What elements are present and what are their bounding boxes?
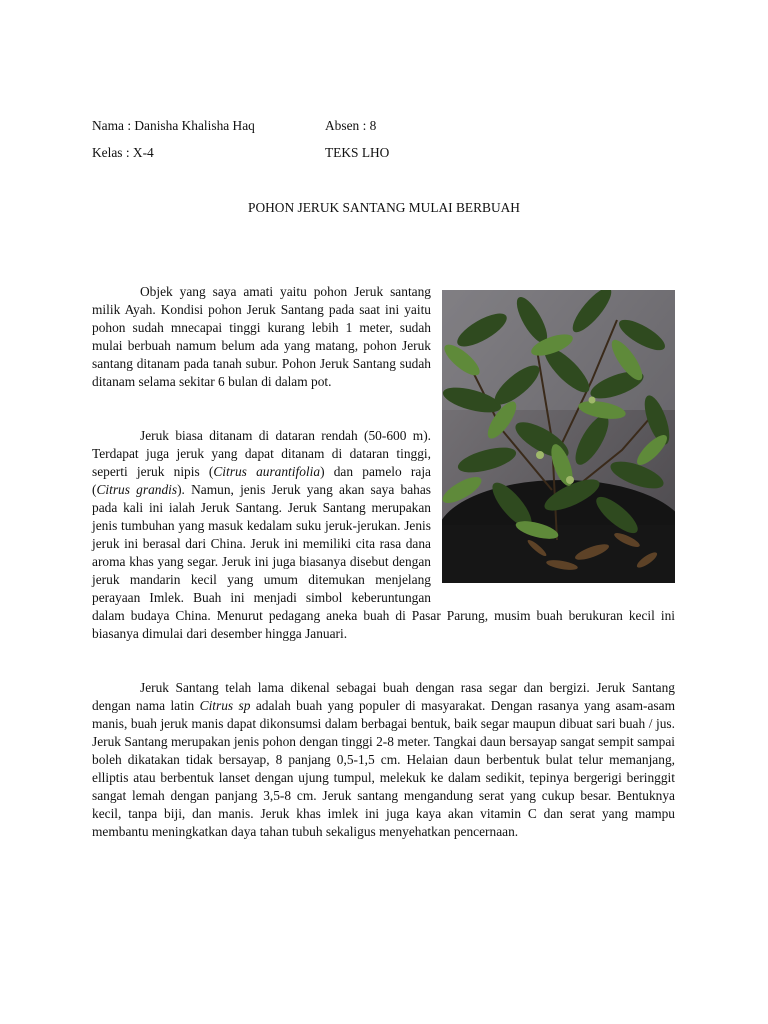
student-name: Nama : Danisha Khalisha Haq [92, 118, 255, 133]
latin-name-citrus-grandis: Citrus grandis [96, 482, 178, 497]
paragraph-2: Jeruk biasa ditanam di dataran rendah (50-600 m). Terdapat juga jeruk yang dapat ditanam di dataran tinggi, seperti jeruk nipis (Citrus aurantifolia) dan pamelo raja (Citrus grandis). Namun, jenis Jeruk yang akan saya bahas pada kali ini ialah Jeruk Santang. Jeruk Santang merupakan jenis tumbuhan yang masuk kedalam suku jeruk-jerukan. Jenis jeruk ini berasal dari China. Jeruk ini memiliki cita rasa dana aroma khas yang segar. Jeruk ini juga biasanya disebut dengan jeruk mandarin kecil yang umum ditemukan menjelang perayaan Imlek. Buah ini menjadi simbol keberuntungan dalam budaya China. Menurut pedagang aneka buah di Pasar Parung, musim buah berukuran kecil ini biasanya dimulai dari desember hingga Januari. [92, 428, 675, 641]
citrus-plant-photo [442, 290, 675, 583]
latin-name-citrus-aurantifolia: Citrus aurantifolia [213, 464, 321, 479]
student-absen: Absen : 8 [325, 118, 377, 133]
student-class: Kelas : X-4 [92, 145, 154, 160]
document-title: POHON JERUK SANTANG MULAI BERBUAH [248, 200, 520, 215]
paragraph-1: Objek yang saya amati yaitu pohon Jeruk santang milik Ayah. Kondisi pohon Jeruk Santang pada saat ini yaitu pohon sudah mnecapai tinggi kurang lebih 1 meter, sudah mulai berbuah namum belum ada yang matang, pohon Jeruk santang ditanam pada tanah subur. Pohon Jeruk Santang sudah ditanam selama sekitar 6 bulan di dalam pot. [92, 284, 431, 389]
paragraph-3: Jeruk Santang telah lama dikenal sebagai buah dengan rasa segar dan bergizi. Jeruk Santang dengan nama latin Citrus sp adalah buah yang populer di masyarakat. Dengan rasanya yang asam-asam manis, buah jeruk manis dapat dikonsumsi dalam berbagai bentuk, baik segar maupun dibuat sari buah / jus. Jeruk Santang merupakan jenis pohon dengan tinggi 2-8 meter. Tangkai daun bersayap sangat sempit sampai boleh dikatakan tidak bersayap, 8 panjang 0,5-1,5 cm. Helaian daun berbentuk bulat telur memanjang, elliptis atau berbentuk lanset dengan ujung tumpul, melekuk ke dalam sedikit, tepinya bergerigi beringgit sangat lemah dengan panjang 3,5-8 cm. Jeruk santang mengandung serat yang cukup besar. Bentuknya kecil, tanpa biji, dan manis. Jeruk khas imlek ini juga kaya akan vitamin C dan serat yang mampu membantu meningkatkan daya tahan tubuh sekaligus menyehatkan pencernaan. [92, 680, 676, 839]
document-body [92, 283, 675, 841]
text-type: TEKS LHO [325, 145, 390, 160]
latin-name-citrus-sp: Citrus sp [199, 698, 251, 713]
